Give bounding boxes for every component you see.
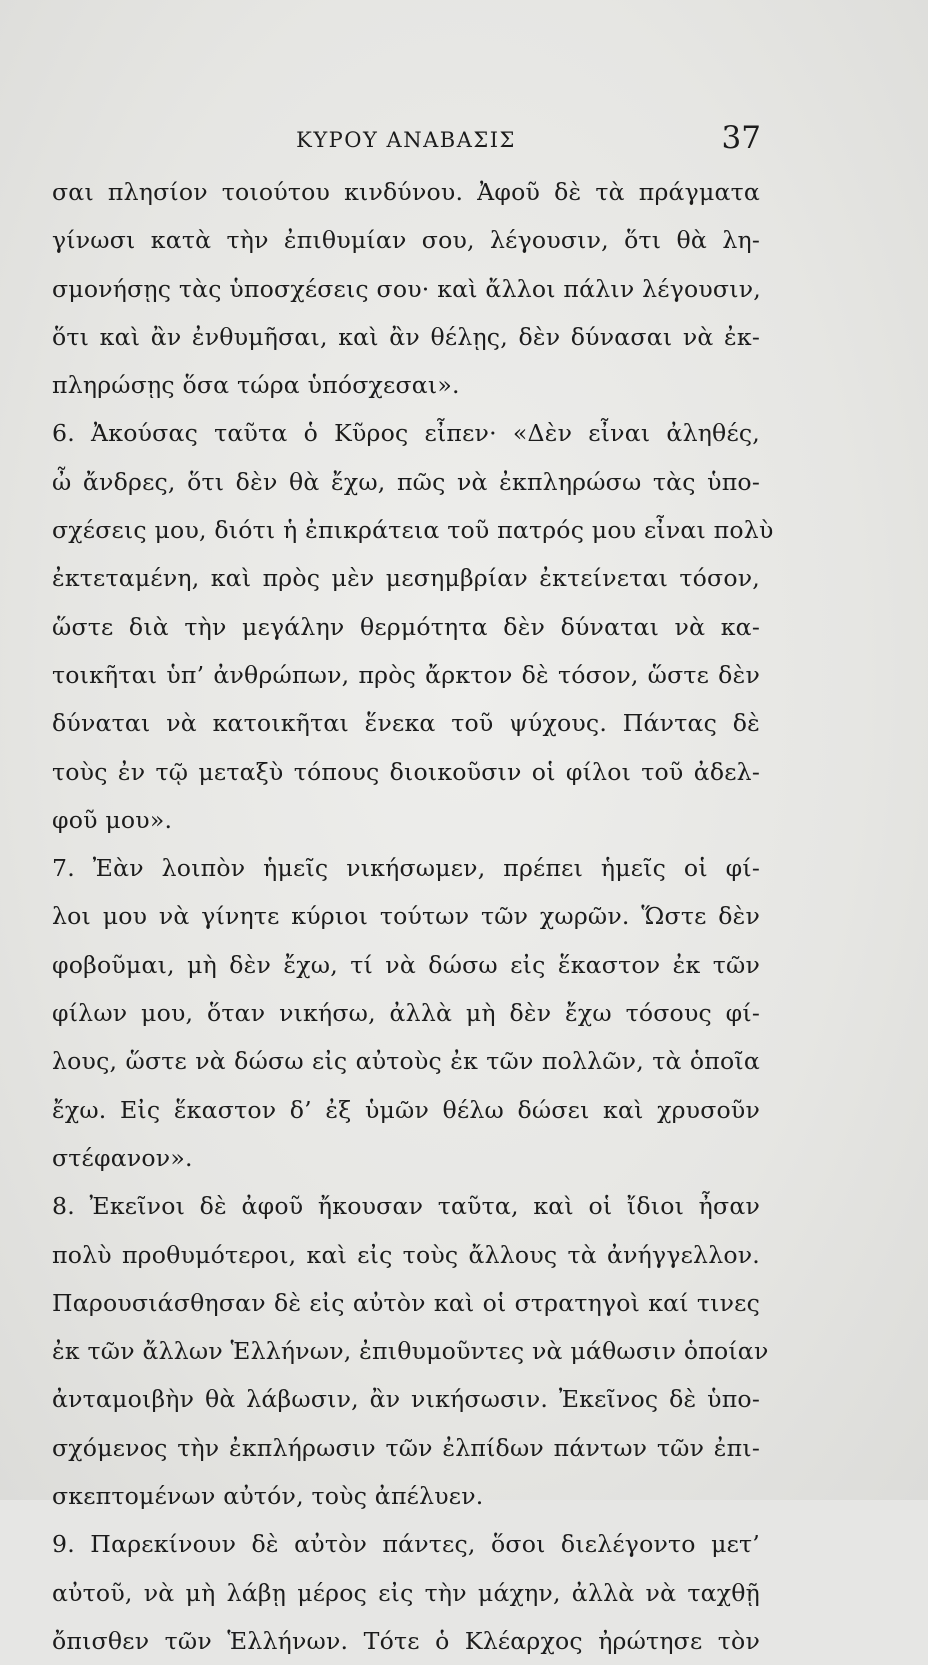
text-line: 8. Ἐκεῖνοι δὲ ἀφοῦ ἤκουσαν ταῦτα, καὶ οἱ ἴδιοι ἦσαν [52,1192,760,1221]
page-header [52,120,760,160]
text-line: φοβοῦμαι, μὴ δὲν ἔχω, τί νὰ δώσω εἰς ἕκαστον ἐκ τῶν [52,950,760,979]
text-line: τοικῆται ὑπ’ ἀνθρώπων, πρὸς ἄρκτον δὲ τόσον, ὥστε δὲν [52,660,760,689]
text-line: ἔχω. Εἰς ἕκαστον δ’ ἐξ ὑμῶν θέλω δώσει καὶ χρυσοῦν [52,1095,760,1124]
text-line: ὄπισθεν τῶν Ἑλλήνων. Τότε ὁ Κλέαρχος ἠρώτησε τὸν [52,1626,760,1655]
text-line: σαι πλησίον τοιούτου κινδύνου. Ἀφοῦ δὲ τὰ πράγματα [52,178,760,206]
text-line: τοὺς ἐν τῷ μεταξὺ τόπους διοικοῦσιν οἱ φίλοι τοῦ ἀδελ- [52,757,760,786]
text-line: δύναται νὰ κατοικῆται ἕνεκα τοῦ ψύχους. Πάντας δὲ [52,709,760,738]
running-title: ΚΥΡΟΥ ΑΝΑΒΑΣΙΣ [296,128,516,152]
text-line: ἀνταμοιβὴν θὰ λάβωσιν, ἂν νικήσωσιν. Ἐκεῖνος δὲ ὑπο- [52,1385,760,1414]
text-line: Παρουσιάσθησαν δὲ εἰς αὐτὸν καὶ οἱ στρατηγοὶ καί τινες [52,1288,760,1317]
text-line: φοῦ μου». [52,805,173,834]
text-line: σχόμενος τὴν ἐκπλήρωσιν τῶν ἐλπίδων πάντων τῶν ἐπι- [52,1433,760,1462]
text-line: αὐτοῦ, νὰ μὴ λάβῃ μέρος εἰς τὴν μάχην, ἀλλὰ νὰ ταχθῇ [52,1578,760,1607]
text-line: σχέσεις μου, διότι ἡ ἐπικράτεια τοῦ πατρός μου εἶναι πολὺ [52,516,774,545]
text-line: λους, ὥστε νὰ δώσω εἰς αὐτοὺς ἐκ τῶν πολλῶν, τὰ ὁποῖα [52,1047,760,1076]
text-line: ὅτι καὶ ἂν ἐνθυμῆσαι, καὶ ἂν θέλῃς, δὲν δύνασαι νὰ ἐκ- [52,322,760,351]
text-line: λοι μου νὰ γίνητε κύριοι τούτων τῶν χωρῶν. Ὥστε δὲν [52,902,760,931]
text-line: πολὺ προθυμότεροι, καὶ εἰς τοὺς ἄλλους τὰ ἀνήγγελλον. [52,1240,760,1269]
text-line: ἐκ τῶν ἄλλων Ἑλλήνων, ἐπιθυμοῦντες νὰ μάθωσιν ὁποίαν [52,1337,769,1366]
text-line: 7. Ἐὰν λοιπὸν ἡμεῖς νικήσωμεν, πρέπει ἡμεῖς οἱ φί- [52,854,760,883]
text-line: 9. Παρεκίνουν δὲ αὐτὸν πάντες, ὅσοι διελέγοντο μετ’ [52,1530,760,1559]
text-line: ὦ ἄνδρες, ὅτι δὲν θὰ ἔχω, πῶς νὰ ἐκπληρώσω τὰς ὑπο- [52,467,760,496]
text-line: στέφανον». [52,1143,193,1172]
body-text [52,168,774,1665]
text-line: σμονήσῃς τὰς ὑποσχέσεις σου· καὶ ἄλλοι πάλιν λέγουσιν, [52,274,761,303]
text-line: σκεπτομένων αὐτόν, τοὺς ἀπέλυεν. [52,1482,484,1511]
text-line: ὥστε διὰ τὴν μεγάλην θερμότητα δὲν δύναται νὰ κα- [52,612,760,641]
text-line: πληρώσῃς ὅσα τώρα ὑπόσχεσαι». [52,371,460,400]
text-line: φίλων μου, ὅταν νικήσω, ἀλλὰ μὴ δὲν ἔχω τόσους φί- [52,999,760,1028]
text-line: ἐκτεταμένη, καὶ πρὸς μὲν μεσημβρίαν ἐκτείνεται τόσον, [52,564,760,593]
page-number: 37 [721,120,761,156]
text-line: 6. Ἀκούσας ταῦτα ὁ Κῦρος εἶπεν· «Δὲν εἶναι ἀληθές, [52,419,760,448]
text-line: γίνωσι κατὰ τὴν ἐπιθυμίαν σου, λέγουσιν, ὅτι θὰ λη- [52,226,760,255]
